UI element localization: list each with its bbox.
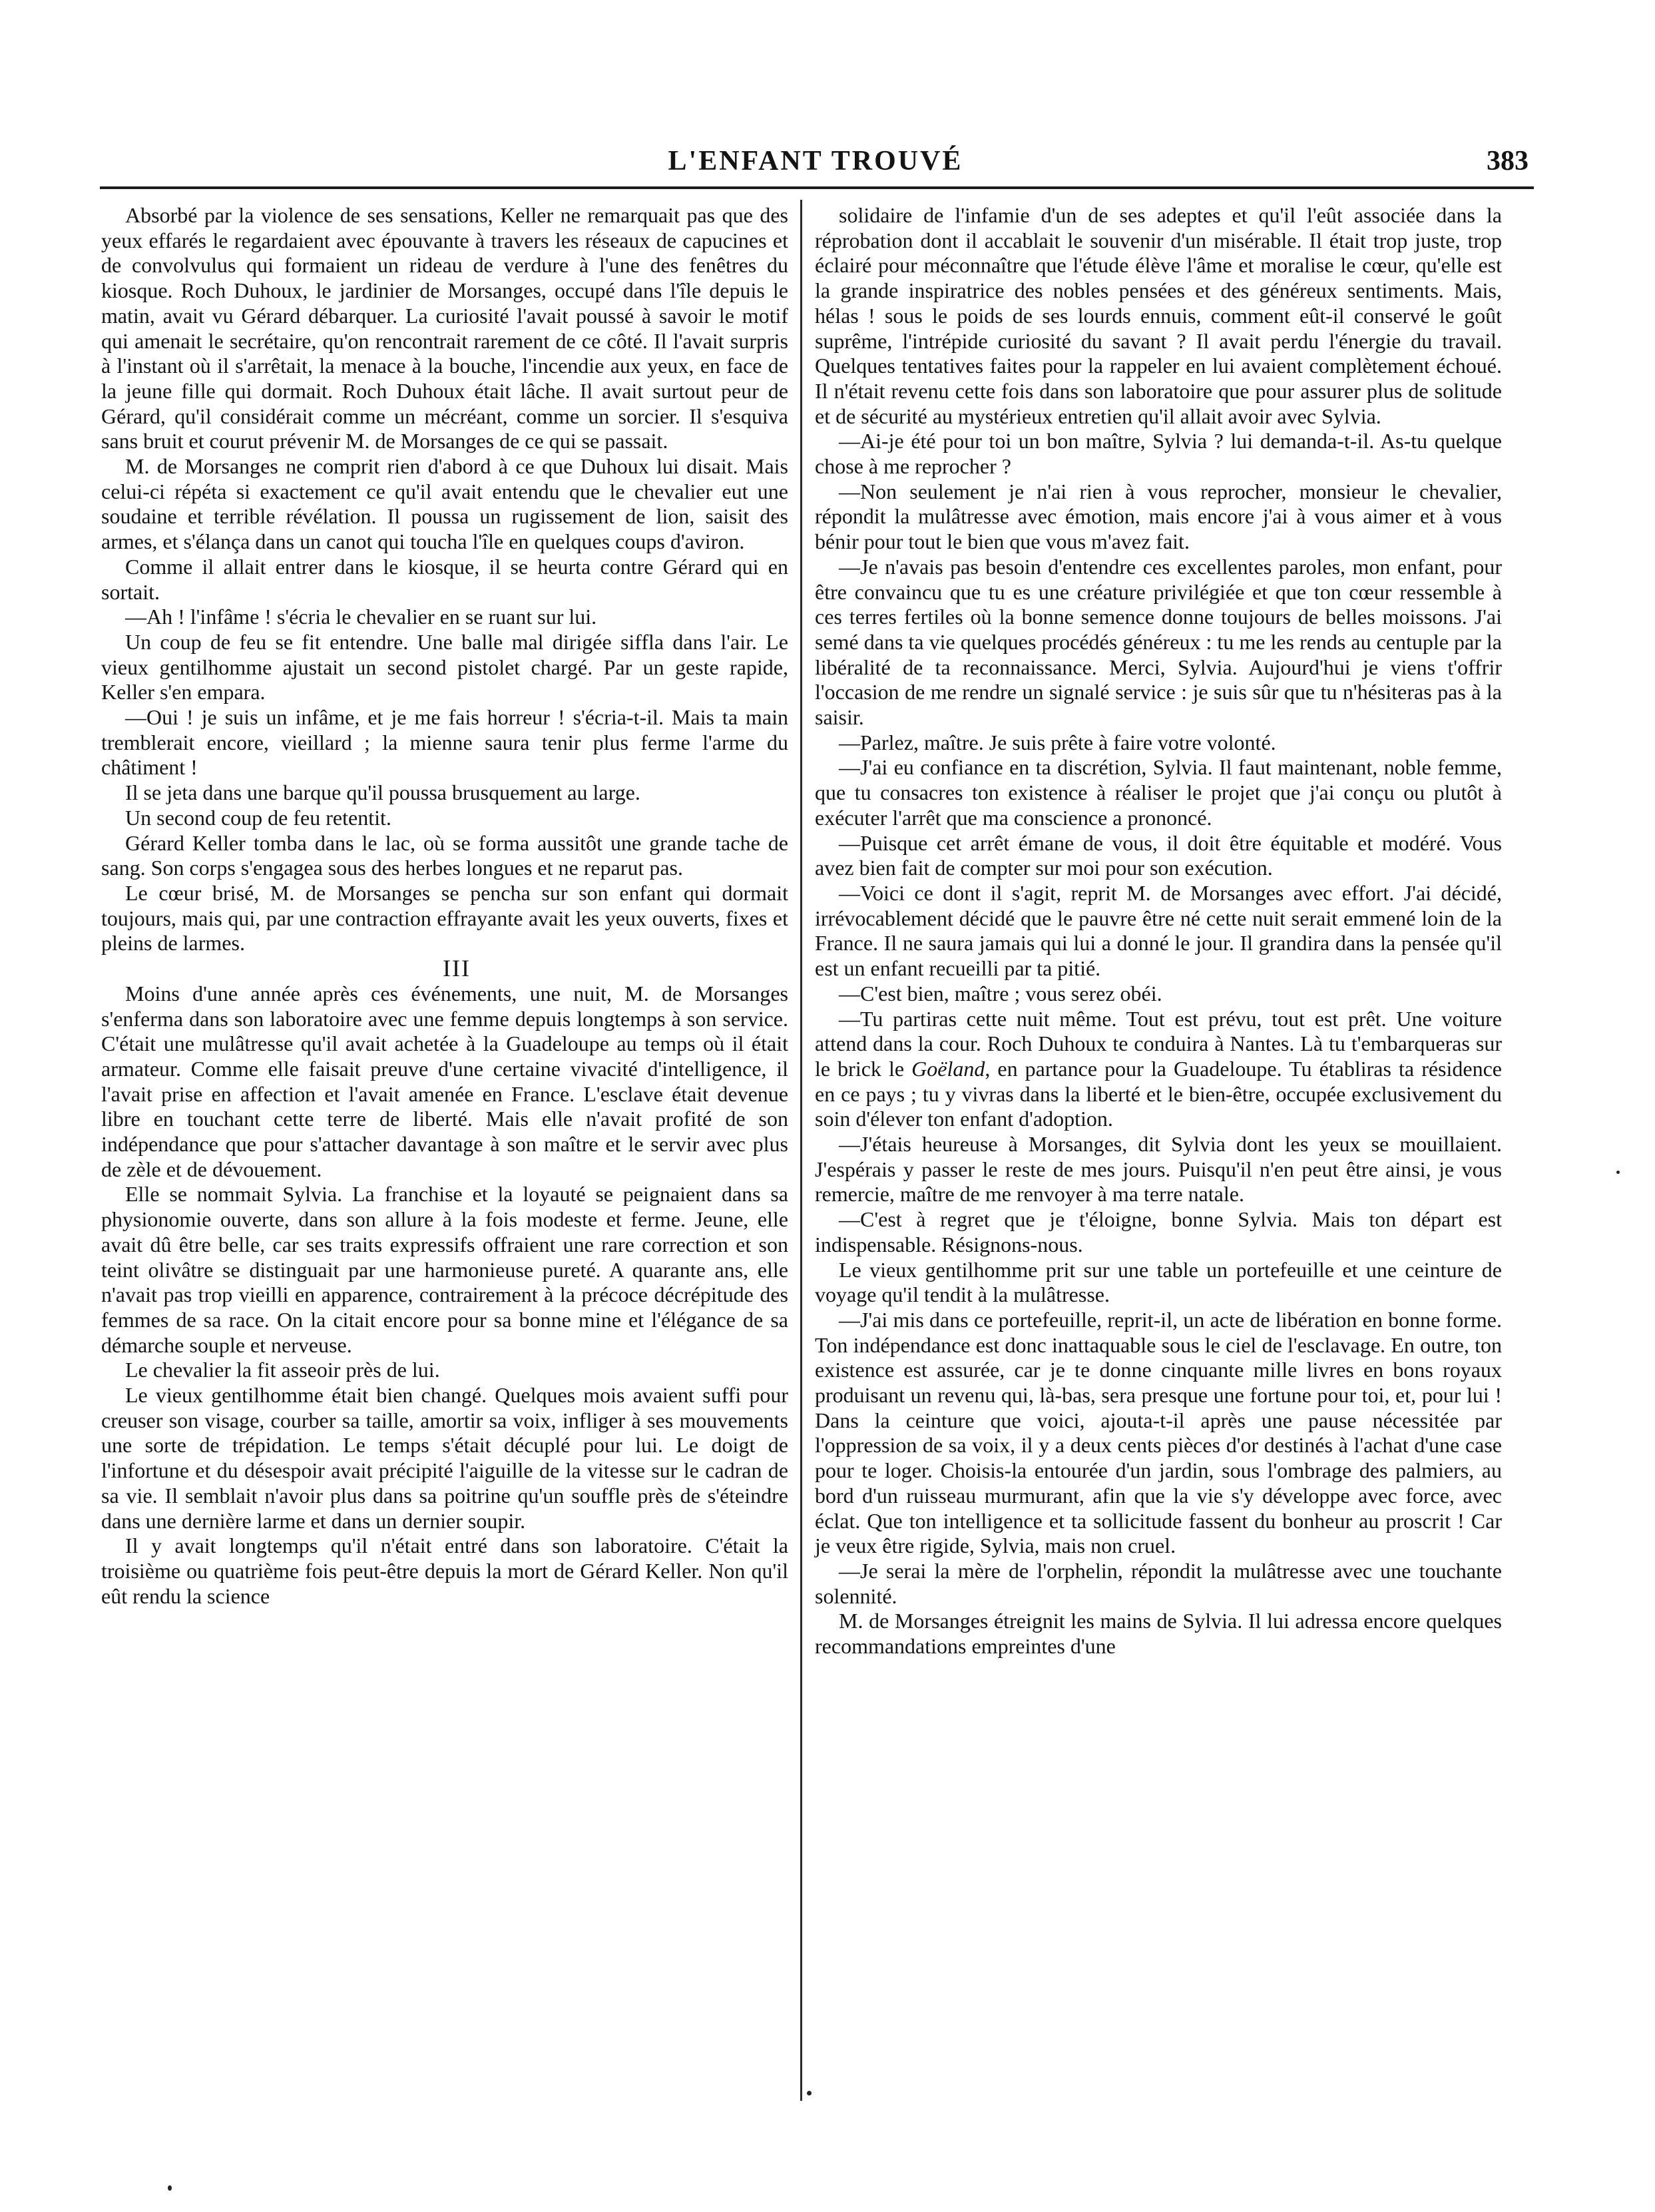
paragraph: —Tu partiras cette nuit même. Tout est prévu, tout est prêt. Une voiture attend dans la cour. Roch Duhoux te conduira à Nantes. Là tu t'embarqueras sur le brick le Goëland, en partance pour la Guadeloupe. Tu établiras ta résidence en ce pays ; tu y vivras dans la liberté et le bien-être, occupée exclusivement du soin d'élever ton enfant d'adoption. — [815, 1006, 1503, 1131]
right-column — [815, 203, 1502, 1659]
paragraph: —Oui ! je suis un infâme, et je me fais horreur ! s'écria-t-il. Mais ta main tremblerait encore, vieillard ; la mienne saura tenir plus ferme l'arme du châtiment ! — [101, 705, 788, 780]
paragraph: —Ah ! l'infâme ! s'écria le chevalier en se ruant sur lui. — [125, 605, 597, 629]
scan-speck — [807, 2091, 812, 2095]
paragraph: Moins d'une année après ces événements, une nuit, M. de Morsanges s'enferma dans son laboratoire avec une femme depuis longtemps à son service. C'était une mulâtresse qu'il avait achetée à la Guadeloupe au temps où il était armateur. Comme elle faisait preuve d'une certaine vivacité d'intelligence, il l'avait prise en affection et l'avait amenée en France. L'esclave était devenue libre en touchant cette terre de liberté. Mais elle n'avait profité de son indépendance que pour s'attacher davantage à son maître et le servir avec plus de zèle et de dévouement. — [101, 981, 788, 1181]
paragraph: Il y avait longtemps qu'il n'était entré dans son laboratoire. C'était la troisième ou quatrième fois peut-être depuis la mort de Gérard Keller. Non qu'il eût rendu la science — [101, 1533, 788, 1608]
paragraph: M. de Morsanges ne comprit rien d'abord à ce que Duhoux lui disait. Mais celui-ci répéta si exactement ce qu'il avait entendu que le chevalier eut une soudaine et terrible révélation. Il poussa un rugissement de lion, saisit des armes, et s'élança dans un canot qui toucha l'île en quelques coups d'aviron. — [101, 454, 788, 554]
page-number: 383 — [1487, 146, 1529, 176]
paragraph: solidaire de l'infamie d'un de ses adeptes et qu'il l'eût associée dans la réprobation dont il accablait le souvenir d'un misérable. Il était trop juste, trop éclairé pour méconnaître que l'étude élève l'âme et moralise le cœur, qu'elle est la grande inspiratrice des nobles pensées et des généreux sentiments. Mais, hélas ! sous le poids de ses lourds ennuis, comment eût-il conservé le goût suprême, l'intrépide curiosité du savant ? Il avait perdu l'énergie du travail. Quelques tentatives faites pour la rappeler en lui avaient complètement échoué. Il n'était revenu cette fois dans son laboratoire que pour assurer plus de solitude et de sécurité au mystérieux entretien qu'il allait avoir avec Sylvia. — [815, 203, 1502, 428]
left-paragraphs-before-heading — [101, 203, 788, 956]
paragraph: —J'ai eu confiance en ta discrétion, Sylvia. Il faut maintenant, noble femme, que tu consacres ton existence à réaliser le projet que j'ai conçu ou plutôt à exécuter l'arrêt que ma conscience a prononcé. — [815, 755, 1502, 830]
left-paragraphs-after-heading — [101, 981, 788, 1609]
paragraph: Le vieux gentilhomme prit sur une table un portefeuille et une ceinture de voyage qu'il tendit à la mulâtresse. — [815, 1257, 1502, 1307]
paragraph: Elle se nommait Sylvia. La franchise et la loyauté se peignaient dans sa physionomie ouverte, dans son allure à la fois modeste et ferme. Jeune, elle avait dû être belle, car ses traits expressifs offraient une rare correction et son teint olivâtre se distinguait par une harmonieuse pureté. A quarante ans, elle n'avait pas trop vieilli en apparence, contrairement à la précoce décrépitude des femmes de sa race. On la citait encore pour sa bonne mine et l'élégance de sa démarche souple et nerveuse. — [101, 1182, 788, 1357]
paragraph: —C'est à regret que je t'éloigne, bonne Sylvia. Mais ton départ est indispensable. Résignons-nous. — [815, 1207, 1502, 1256]
page-header — [100, 145, 1531, 182]
left-column — [101, 203, 788, 1609]
scan-speck — [1616, 1171, 1620, 1174]
paragraph: M. de Morsanges étreignit les mains de Sylvia. Il lui adressa encore quelques recommandations empreintes d'une — [815, 1609, 1502, 1659]
scan-speck — [168, 2185, 172, 2191]
paragraph: Gérard Keller tomba dans le lac, où se forma aussitôt une grande tache de sang. Son corps s'engagea sous des herbes longues et ne reparut pas. — [101, 830, 788, 880]
paragraph: —Voici ce dont il s'agit, reprit M. de Morsanges avec effort. J'ai décidé, irrévocablement décidé que le pauvre être né cette nuit serait emmené loin de la France. Il ne saura jamais qui lui a donné le jour. Il grandira dans la pensée qu'il est un enfant recueilli par ta pitié. — [815, 880, 1502, 981]
paragraph: —Ai-je été pour toi un bon maître, Sylvia ? lui demanda-t-il. As-tu quelque chose à me reprocher ? — [815, 429, 1502, 479]
paragraph: —Je n'avais pas besoin d'entendre ces excellentes paroles, mon enfant, pour être convaincu que tu es une créature privilégiée et que ton cœur ressemble à ces terres fertiles où la bonne semence donne toujours de belles moissons. J'ai semé dans ta vie quelques procédés généreux : tu me les rends au centuple par la libéralité de ta reconnaissance. Merci, Sylvia. Aujourd'hui je viens t'offrir l'occasion de me rendre un signalé service : je suis sûr que tu n'hésiteras pas à la saisir. — [815, 554, 1502, 730]
paragraph: —Puisque cet arrêt émane de vous, il doit être équitable et modéré. Vous avez bien fait de compter sur moi pour son exécution. — [815, 830, 1502, 880]
paragraph: Il se jeta dans une barque qu'il poussa brusquement au large. — [125, 780, 640, 805]
paragraph: Un second coup de feu retentit. — [125, 805, 391, 830]
paragraph: —J'étais heureuse à Morsanges, dit Sylvia dont les yeux se mouillaient. J'espérais y passer le reste de mes jours. Puisqu'il n'en peut être ainsi, je vous remercie, maître de me renvoyer à ma terre natale. — [815, 1132, 1502, 1207]
header-rule — [100, 186, 1534, 189]
paragraph: Comme il allait entrer dans le kiosque, il se heurta contre Gérard qui en sortait. — [101, 554, 788, 604]
paragraph: Le cœur brisé, M. de Morsanges se pencha sur son enfant qui dormait toujours, mais qui, par une contraction effrayante avait les yeux ouverts, fixes et pleins de larmes. — [101, 880, 788, 956]
section-heading: III — [443, 955, 471, 982]
paragraph: Le vieux gentilhomme était bien changé. Quelques mois avaient suffi pour creuser son visage, courber sa taille, amortir sa voix, infliger à ses mouvements une sorte de trépidation. Le temps s'était décuplé pour lui. Le doigt de l'infortune et du désespoir avait précipité l'aiguille de la vitesse sur le cadran de sa vie. Il semblait n'avoir plus dans sa poitrine qu'un souffle près de s'éteindre dans une dernière larme et dans un dernier soupir. — [101, 1383, 788, 1533]
paragraph: Le chevalier la fit asseoir près de lui. — [125, 1358, 440, 1382]
paragraph: —J'ai mis dans ce portefeuille, reprit-il, un acte de libération en bonne forme. Ton indépendance est donc inattaquable sous le ciel de l'esclavage. En outre, ton existence est assurée, car je te donne cinquante mille livres en bons royaux produisant un revenu qui, là-bas, sera presque une fortune pour toi, et, pour lui ! Dans la ceinture que voici, ajouta-t-il après une pause nécessitée par l'oppression de sa voix, il y a deux cents pièces d'or destinés à l'achat d'une case pour te loger. Choisis-la entourée d'un jardin, sous l'ombrage des palmiers, au bord d'un ruisseau murmurant, afin que la vie s'y développe avec force, avec éclat. Que ton intelligence et ta sollicitude fassent du bonheur au proscrit ! Car je veux être rigide, Sylvia, mais non cruel. — [815, 1307, 1502, 1558]
paragraph: Un coup de feu se fit entendre. Une balle mal dirigée siffla dans l'air. Le vieux gentilhomme ajustait un second pistolet chargé. Par un geste rapide, Keller s'en empara. — [101, 629, 788, 704]
column-divider — [800, 200, 802, 2101]
paragraph: —Parlez, maître. Je suis prête à faire votre volonté. — [839, 730, 1276, 754]
paragraph: —C'est bien, maître ; vous serez obéi. — [839, 981, 1162, 1005]
ship-name: Goëland — [911, 1056, 985, 1081]
paragraph: —Non seulement je n'ai rien à vous reprocher, monsieur le chevalier, répondit la mulâtresse avec émotion, mais encore j'ai à vous aimer et à vous bénir pour tout le bien que vous m'avez fait. — [815, 479, 1502, 554]
paragraph: —Je serai la mère de l'orphelin, répondit la mulâtresse avec une touchante solennité. — [815, 1558, 1502, 1608]
paragraph: Absorbé par la violence de ses sensations, Keller ne remarquait pas que des yeux effarés le regardaient avec épouvante à travers les réseaux de capucines et de convolvulus qui formaient un rideau de verdure à l'une des fenêtres du kiosque. Roch Duhoux, le jardinier de Morsanges, occupé dans l'île depuis le matin, avait vu Gérard débarquer. La curiosité l'avait poussé à savoir le motif qui amenait le secrétaire, qu'on rencontrait rarement de ce côté. Il l'avait surpris à l'instant où il s'arrêtait, la menace à la bouche, l'incendie aux yeux, en face de la jeune fille qui dormait. Roch Duhoux était lâche. Il avait surtout peur de Gérard, qu'il considérait comme un mécréant, comme un sorcier. Il s'esquiva sans bruit et courut prévenir M. de Morsanges de ce qui se passait. — [101, 203, 788, 453]
running-title: L'ENFANT TROUVÉ — [668, 146, 963, 176]
